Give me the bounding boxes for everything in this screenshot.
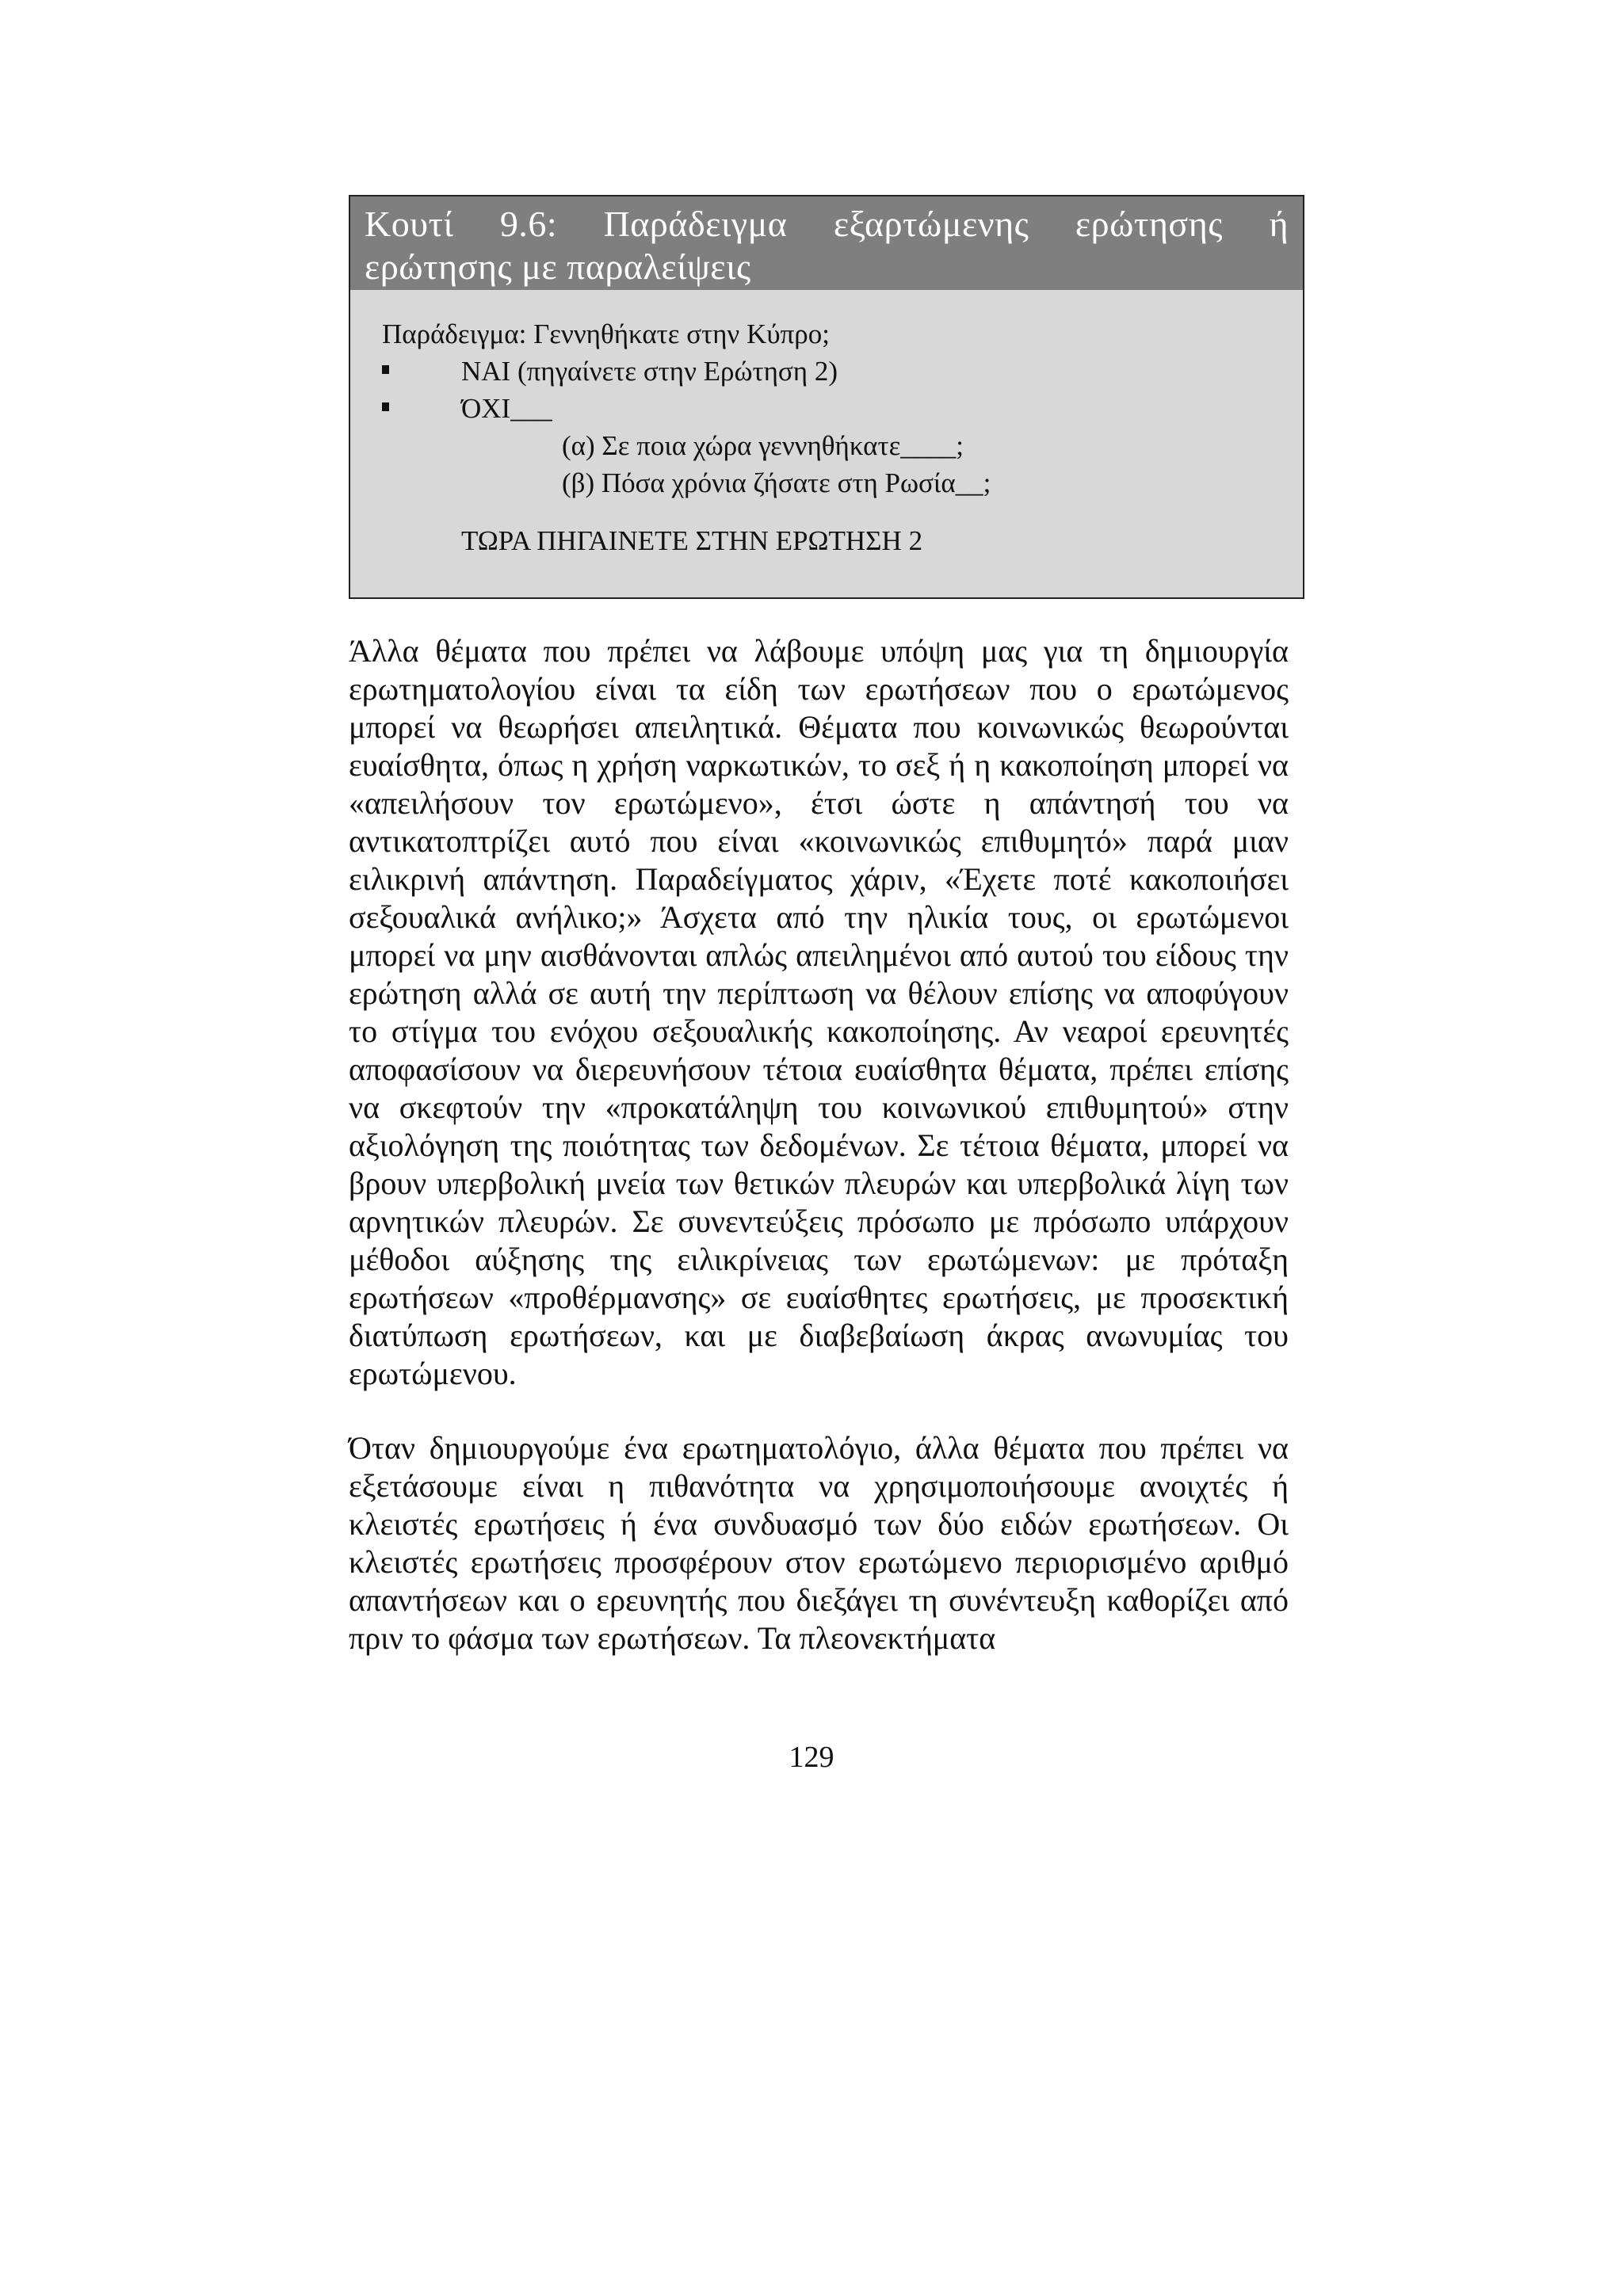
example-question: Παράδειγμα: Γεννηθήκατε στην Κύπρο; <box>382 318 830 349</box>
page-number: 129 <box>789 1741 834 1774</box>
option-label: ΝΑΙ (πηγαίνετε στην Ερώτηση 2) <box>461 356 838 387</box>
sub-question: (β) Πόσα χρόνια ζήσατε στη Ρωσία__; <box>562 467 991 498</box>
option-item <box>382 390 1303 427</box>
paragraph: Άλλα θέματα που πρέπει να λάβουμε υπόψη μας για τη δημιουργία ερωτηματολογίου είναι τα είδη των ερωτήσεων που ο ερωτώμενος μπορεί να θεωρήσει απειλητικά. Θέματα που κοινωνικώς θεωρούνται ευαίσθητα, όπως η χρήση ναρκωτικών, το σεξ ή η κακοποίηση μπορεί να «απειλήσουν τον ερωτώμενο», έτσι ώστε η απάντησή του να αντικατοπτρίζει αυτό που είναι «κοινωνικώς επιθυμητό» παρά μιαν ειλικρινή απάντηση. Παραδείγματος χάριν, «Έχετε ποτέ κακοποιήσει σεξουαλικά ανήλικο;» Άσχετα από την ηλικία τους, οι ερωτώμενοι μπορεί να μην αισθάνονται απλώς απειλημένοι από αυτού του είδους την ερώτηση αλλά σε αυτή την περίπτωση να θέλουν επίσης να αποφύγουν το στίγμα του ενόχου σεξουαλικής κακοποίησης. Αν νεαροί ερευνητές αποφασίσουν να διερευνήσουν τέτοια ευαίσθητα θέματα, πρέπει επίσης να σκεφτούν την «προκατάληψη του κοινωνικού επιθυμητού» στην αξιολόγηση της ποιότητας των δεδομένων. Σε τέτοια θέματα, μπορεί να βρουν υπερβολική μνεία των θετικών πλευρών και υπερβολικά λίγη των αρνητικών πλευρών. Σε συνεντεύξεις πρόσωπο με πρόσωπο υπάρχουν μέθοδοι αύξησης της ειλικρίνειας των ερωτώμενων: με πρόταξη ερωτήσεων «προθέρμανσης» σε ευαίσθητες ερωτήσεις, με προσεκτική διατύπωση ερωτήσεων, και με διαβεβαίωση άκρας ανωνυμίας του ερωτώμενου. <box>349 633 1289 1391</box>
option-item <box>382 353 1303 390</box>
box-title-line-1: Κουτί 9.6: Παράδειγμα εξαρτώμενης ερώτησης ή <box>365 204 1289 244</box>
option-label: ΌΧΙ___ <box>461 393 552 424</box>
sub-question: (α) Σε ποια χώρα γεννηθήκατε____; <box>562 430 964 461</box>
example-box <box>349 195 1304 599</box>
square-bullet-icon <box>382 402 389 411</box>
square-bullet-icon <box>382 365 389 374</box>
box-body <box>350 290 1303 559</box>
box-title <box>350 196 1303 290</box>
paragraph: Όταν δημιουργούμε ένα ερωτηματολόγιο, άλλα θέματα που πρέπει να εξετάσουμε είναι η πιθανότητα να χρησιμοποιήσουμε ανοιχτές ή κλειστές ερωτήσεις ή ένα συνδυασμό των δύο ειδών ερωτήσεων. Οι κλειστές ερωτήσεις προσφέρουν στον ερωτώμενο περιορισμένο αριθμό απαντήσεων και ο ερευνητής που διεξάγει τη συνέντευξη καθορίζει από πριν το φάσμα των ερωτήσεων. Τα πλεονεκτήματα <box>349 1430 1289 1656</box>
instruction-text: ΤΩΡΑ ΠΗΓΑΙΝΕΤΕ ΣΤΗΝ ΕΡΩΤΗΣΗ 2 <box>461 525 923 556</box>
box-title-line-2: ερώτησης με παραλείψεις <box>365 246 751 287</box>
